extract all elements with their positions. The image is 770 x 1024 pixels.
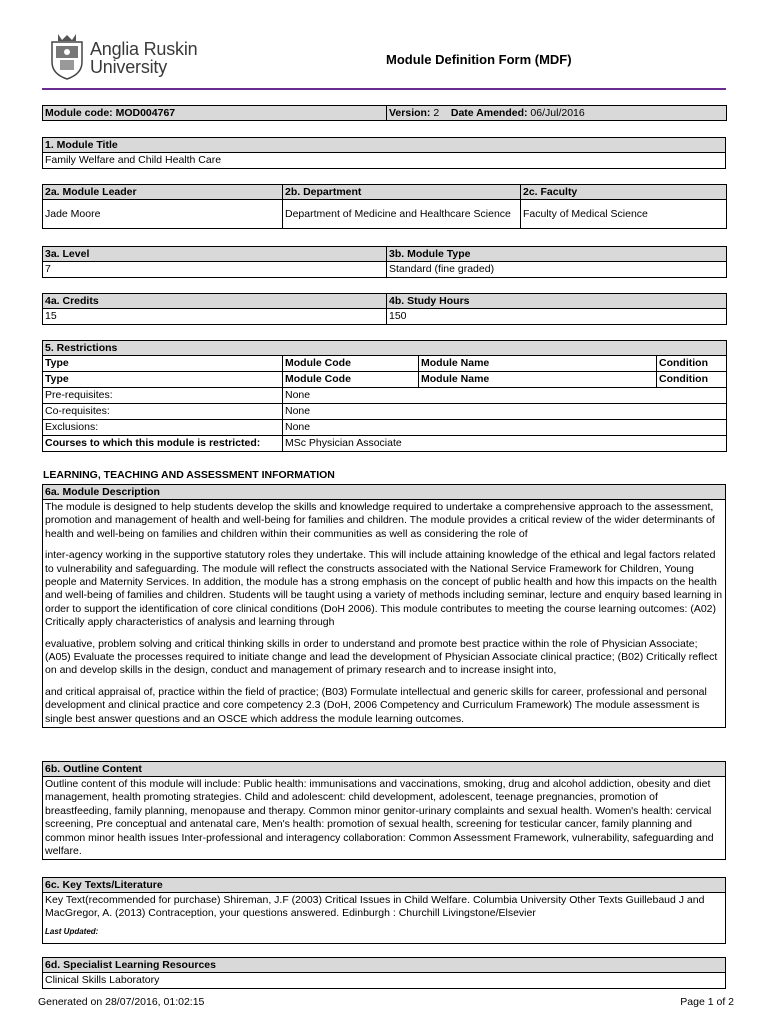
col-module-code: Module Code: [283, 356, 419, 372]
module-title-table: [42, 137, 726, 169]
module-description-table: [42, 484, 726, 728]
university-logo: [48, 32, 208, 82]
restriction-type: Courses to which this module is restricted:: [43, 436, 283, 452]
module-title-value: Family Welfare and Child Health Care: [43, 153, 726, 169]
module-description-label: 6a. Module Description: [43, 485, 726, 500]
key-texts-text: Key Text(recommended for purchase) Shireman, J.F (2003) Critical Issues in Child Welfare. Columbia University Other Texts Guillebaud J and MacGregor, A. (2013) Contraception, your questions answered. Edinburgh : Churchill Livingstone/Elsevier Last Updated:: [43, 893, 726, 944]
restriction-type: Pre-requisites:: [43, 388, 283, 404]
learning-resources-table: [42, 957, 726, 989]
page-number: Page 1 of 2: [680, 996, 734, 1008]
department-label: 2b. Department: [283, 185, 521, 200]
module-leader-table: [42, 184, 727, 229]
leader-value: Jade Moore: [43, 200, 283, 229]
module-code-cell: Module code: MOD004767: [43, 106, 387, 121]
version-date-cell: Version: 2 Date Amended: 06/Jul/2016: [387, 106, 727, 121]
module-type-label: 3b. Module Type: [387, 247, 727, 262]
col-module-name: Module Name: [419, 372, 657, 388]
col-module-name: Module Name: [419, 356, 657, 372]
module-description-text: The module is designed to help students develop the skills and knowledge required to undertake a comprehensive approach to the assessment, promotion and management of health and well-being for families and children. The module provides a critical review of the wider determinants of health and well-being on families and children within their communities as well as considering the role of inter-agency working in the supportive statutory roles they undertake. This will include attaining knowledge of the ethical and legal factors related to vulnerability and safeguarding. The module will reflect the constructs associated with the National Service Framework for Children, Young people and Maternity Services. In addition, the module has a strong emphasis on the concept of public health and how this impacts on the health and well-being of families and children. Students will be taught using a variety of methods including seminar, lecture and enquiry based learning in order to support the identification of core clinical conditions (DoH 2006). This module contributes to meeting the course learning outcomes: (A02) Critically apply characteristics of analysis and learning through evaluative, problem solving and critical thinking skills in order to understand and promote best practice within the role of Physician Associate; (A05) Evaluate the processes required to initiate change and lead the development of Physician Associate clinical practice; (B02) Critically reflect on and develop skills in the design, conduct and management of primary research and to increase insight into, and critical appraisal of, practice within the field of practice; (B03) Formulate intellectual and generic skills for career, professional and personal development and clinical practice and core competency 2.3 (DoH, 2006 Competency and Curriculum Framework) The module assessment is single best answer questions and an OSCE which address the module learning outcomes.: [43, 500, 726, 728]
col-type: Type: [43, 372, 283, 388]
level-value: 7: [43, 262, 387, 278]
outline-content-table: [42, 761, 726, 860]
generated-date: Generated on 28/07/2016, 01:02:15: [38, 996, 205, 1008]
restriction-type: Exclusions:: [43, 420, 283, 436]
module-type-value: Standard (fine graded): [387, 262, 727, 278]
col-condition: Condition: [657, 356, 727, 372]
faculty-label: 2c. Faculty: [521, 185, 727, 200]
outline-content-text: Outline content of this module will include: Public health: immunisations and vaccinations, smoking, drug and alcohol addiction, obesity and diet management, health promoting strategies. Child and adolescent: child development, adolescent, teenage pregnancies, promotion of breastfeeding, family planning, menopause and therapy. Common minor genitor-urinary complaints and sexual health. Women's health: cervical screening, Pre conceptual and antenatal care, Men's health: promotion of sexual health, screening for testicular cancer, family planning and common minor health issues Inter-professional and interagency collaboration: Common Assessment Framework, vulnerability, safeguarding and welfare.: [43, 777, 726, 860]
outline-content-label: 6b. Outline Content: [43, 762, 726, 777]
learning-resources-label: 6d. Specialist Learning Resources: [43, 958, 726, 973]
credits-table: [42, 293, 727, 325]
restrictions-table: [42, 340, 727, 452]
study-hours-label: 4b. Study Hours: [387, 294, 727, 309]
credits-label: 4a. Credits: [43, 294, 387, 309]
restriction-type: Co-requisites:: [43, 404, 283, 420]
last-updated-label: Last Updated:: [45, 926, 99, 936]
logo-wordmark: Anglia Ruskin University: [90, 39, 198, 77]
department-value: Department of Medicine and Healthcare Science: [283, 200, 521, 229]
learning-resources-value: Clinical Skills Laboratory: [43, 973, 726, 989]
restriction-code: None: [283, 404, 727, 420]
credits-value: 15: [43, 309, 387, 325]
level-label: 3a. Level: [43, 247, 387, 262]
module-title-label: 1. Module Title: [43, 138, 726, 153]
study-hours-value: 150: [387, 309, 727, 325]
lta-heading: LEARNING, TEACHING AND ASSESSMENT INFORMATION: [43, 469, 335, 481]
col-module-code: Module Code: [283, 372, 419, 388]
restriction-code: None: [283, 388, 727, 404]
leader-label: 2a. Module Leader: [43, 185, 283, 200]
col-type: Type: [43, 356, 283, 372]
key-texts-label: 6c. Key Texts/Literature: [43, 878, 726, 893]
crest-icon: [48, 32, 86, 80]
restriction-code: None: [283, 420, 727, 436]
restriction-code: MSc Physician Associate: [283, 436, 727, 452]
key-texts-table: [42, 877, 726, 944]
level-table: [42, 246, 727, 278]
page-title: Module Definition Form (MDF): [386, 52, 572, 67]
restrictions-label: 5. Restrictions: [43, 341, 727, 356]
col-condition: Condition: [657, 372, 727, 388]
header-divider: [42, 88, 726, 90]
module-meta-table: [42, 105, 727, 121]
faculty-value: Faculty of Medical Science: [521, 200, 727, 229]
